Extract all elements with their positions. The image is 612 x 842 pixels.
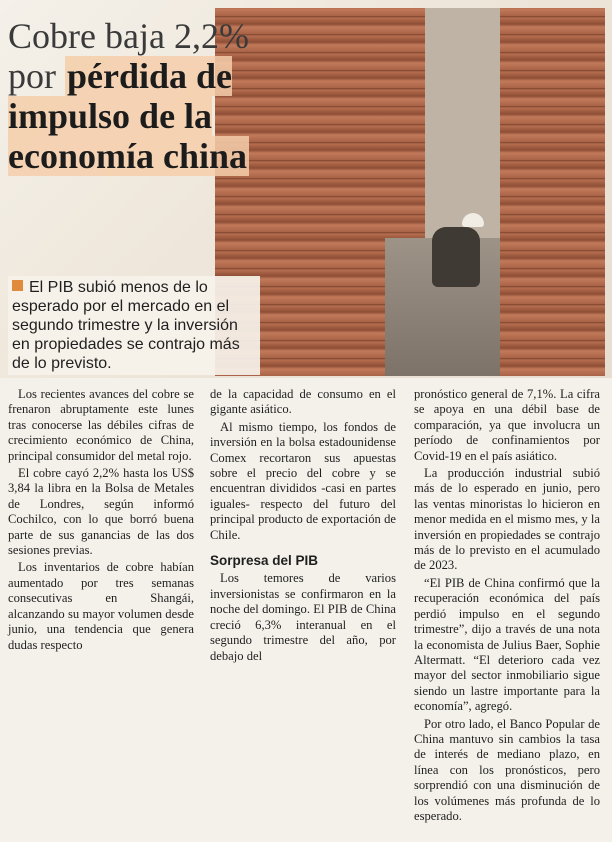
paragraph: Los recientes avances del cobre se frenaron abruptamente este lunes tras conocerse las débiles cifras de crecimiento económico de China, principal consumidor del metal rojo.: [8, 387, 194, 463]
paragraph: “El PIB de China confirmó que la recuperación económica del país perdió impulso en el segundo trimestre”, dijo a través de una nota la economista de Julius Baer, Sophie Altermatt. “El deterioro cada vez mayor del sector inmobiliario sigue siendo un lastre importante para la economía”, agregó.: [414, 575, 600, 714]
hero-section: [0, 0, 612, 378]
column-3: [414, 387, 600, 826]
column-1: [8, 387, 194, 655]
paragraph: Los temores de varios inversionistas se confirmaron en la noche del domingo. El PIB de China creció 6,3% interanual en el segundo trimestre del año, por debajo del: [210, 571, 396, 663]
paragraph: La producción industrial subió más de lo esperado en junio, pero las ventas minoristas lo hicieron en menor medida en el mismo mes, y la inversión en propiedades se contrajo más de lo previsto en el acumulado de 2023.: [414, 466, 600, 573]
lead-paragraph: [8, 276, 260, 375]
paragraph: Al mismo tiempo, los fondos de inversión en la bolsa estadounidense Comex recortaron sus apuestas sobre el precio del cobre y se encuentran divididos -casi en partes iguales- respecto del futuro del principal producto de exportación de Chile.: [210, 419, 396, 542]
worker-figure: [420, 213, 490, 303]
paragraph: de la capacidad de consumo en el gigante asiático.: [210, 387, 396, 417]
bullet-square-icon: [12, 280, 23, 291]
paragraph: Los inventarios de cobre habían aumentado por tres semanas consecutivas en Shangái, alcanzando su mayor volumen desde junio, una tendencia que genera dudas respecto: [8, 560, 194, 652]
paragraph: Por otro lado, el Banco Popular de China mantuvo sin cambios la tasa de interés de mediano plazo, en línea con los pronósticos, pero sorprendió con una disminución de los volúmenes más profunda de lo esperado.: [414, 716, 600, 823]
paragraph: El cobre cayó 2,2% hasta los US$ 3,84 la libra en la Bolsa de Metales de Londres, según informó Cochilco, con lo que borró buena parte de sus ganancias de las dos sesiones previas.: [8, 466, 194, 558]
column-2: [210, 387, 396, 666]
helmet: [462, 213, 484, 227]
headline-light: Cobre baja 2,2% por: [8, 16, 249, 96]
subheading: Sorpresa del PIB: [210, 553, 319, 569]
paragraph: pronóstico general de 7,1%. La cifra se apoya en una débil base de comparación, ya que involucra un período de confinamientos por Covid-19 en el país asiático.: [414, 387, 600, 463]
worker-body: [432, 227, 480, 287]
headline: [8, 16, 258, 176]
headline-bold: pérdida de impulso de la economía china: [8, 56, 247, 176]
copper-stack-right: [500, 8, 605, 376]
lead-text: El PIB subió menos de lo esperado por el mercado en el segundo trimestre y la inversión en propiedades se contrajo más de lo previsto.: [12, 279, 240, 372]
copper-cathodes-photo: [215, 8, 605, 376]
